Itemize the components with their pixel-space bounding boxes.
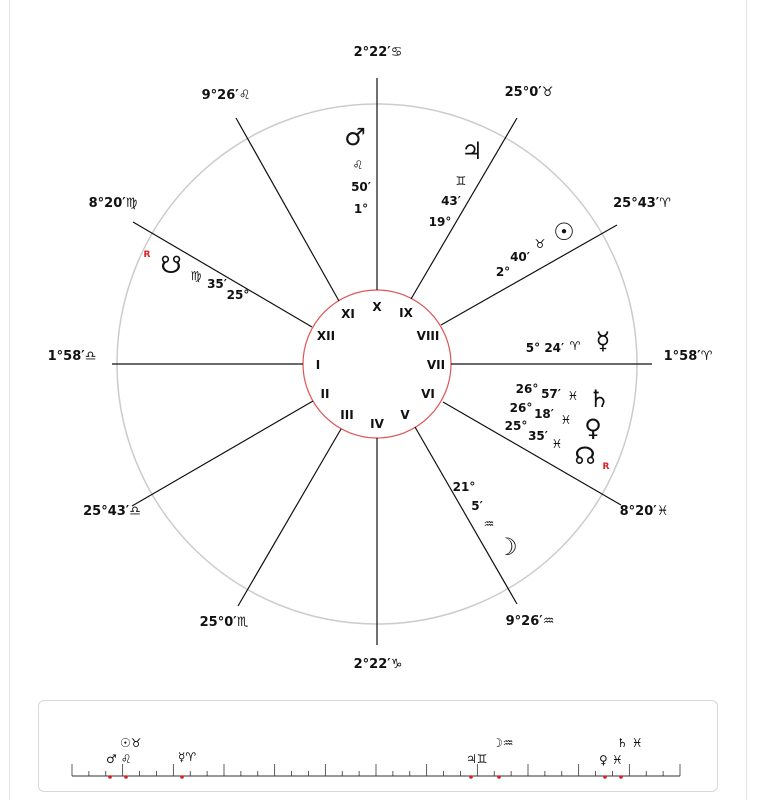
cusp-label-mc: 2°22′♋ [353, 45, 403, 60]
sun-min: 40′ [510, 250, 530, 264]
mars-deg: 1° [353, 202, 369, 216]
moon-deg: 21° [452, 480, 476, 494]
house-3: III [340, 408, 354, 422]
planet-mercury [526, 327, 611, 355]
strip-marker-mercury [180, 775, 184, 779]
strip-label-sat-pisces: ♄ ♓ [617, 736, 643, 750]
mars-min: 50′ [351, 180, 371, 194]
house-6: VI [421, 387, 435, 401]
venus-min: 18′ [534, 407, 554, 421]
jupiter-min: 43′ [441, 194, 461, 208]
house-1: I [315, 358, 321, 372]
strip-marker-venus [603, 775, 607, 779]
house-5: V [400, 408, 410, 422]
planet-south-node [144, 250, 250, 302]
mercury-sign: ♈ [569, 339, 581, 353]
mercury-pos: 5° 24′ [525, 341, 565, 355]
jupiter-sign: ♊ [455, 174, 467, 188]
mars-icon: ♂ [344, 123, 366, 151]
cusp-line-8 [441, 225, 617, 325]
cusp-line-11 [236, 118, 339, 301]
strip-marker-jupiter [469, 775, 473, 779]
cusp-line-5 [415, 427, 517, 604]
mars-sign: ♌ [352, 158, 364, 172]
north-node-icon: ☊ [574, 442, 596, 470]
cusp-label-6: 8°20′♓ [619, 504, 669, 519]
house-11: XI [341, 307, 355, 321]
strip-ticks [72, 764, 680, 776]
house-10: X [372, 300, 382, 314]
southnode-retrograde: R [143, 250, 151, 260]
southnode-sign: ♍ [190, 269, 202, 283]
house-8: VIII [416, 329, 440, 343]
cusp-label-11: 9°26′♌ [201, 88, 251, 103]
node-sign: ♓ [551, 437, 563, 451]
strip-label-venus-pisces: ♀ ♓ [599, 753, 623, 767]
saturn-deg: 26° [515, 382, 539, 396]
strip-marker-saturn [619, 775, 623, 779]
moon-min: 5′ [471, 499, 483, 513]
south-node-icon: ☋ [160, 251, 182, 279]
saturn-min: 57′ [541, 387, 561, 401]
strip-label-mars-leo: ♂ ♌ [106, 752, 132, 766]
venus-deg: 26° [509, 401, 533, 415]
house-9: IX [399, 306, 413, 320]
cusp-label-2: 25°43′♎ [83, 504, 141, 519]
moon-icon: ☽ [496, 533, 518, 561]
strip-marker-sun [124, 775, 128, 779]
sun-icon: ☉ [553, 218, 575, 246]
saturn-icon: ♄ [588, 385, 610, 413]
node-min: 35′ [528, 429, 548, 443]
cusp-label-dsc: 1°58′♈ [663, 349, 713, 364]
saturn-sign: ♓ [567, 389, 579, 403]
cusp-label-8: 25°43′♈ [613, 196, 671, 211]
southnode-deg: 25° [226, 288, 250, 302]
sun-sign: ♉ [534, 237, 546, 251]
moon-sign: ♒ [483, 517, 495, 531]
strip-marker-moon [497, 775, 501, 779]
house-4: IV [370, 417, 384, 431]
venus-sign: ♓ [560, 413, 572, 427]
house-2: II [320, 387, 330, 401]
house-7: VII [426, 358, 446, 372]
strip-label-moon-aqua: ☽♒ [492, 736, 514, 750]
southnode-min: 35′ [207, 277, 227, 291]
sun-deg: 2° [495, 265, 511, 279]
cusp-line-3 [238, 429, 341, 606]
mercury-icon: ☿ [595, 327, 611, 355]
jupiter-deg: 19° [428, 215, 452, 229]
node-retrograde: R [602, 462, 610, 472]
cusp-label-5: 9°26′♒ [505, 614, 555, 629]
cusp-line-2 [132, 401, 313, 506]
strip-label-sun-taurus: ☉♉ [120, 736, 142, 750]
zodiac-strip [38, 700, 716, 790]
strip-label-jup-gemini: ♃♊ [466, 752, 488, 766]
jupiter-icon: ♃ [461, 137, 483, 165]
cusp-label-9: 25°0′♉ [504, 85, 554, 100]
cusp-label-12: 8°20′♍ [88, 196, 138, 211]
house-12: XII [316, 329, 336, 343]
cusp-label-ic: 2°22′♑ [353, 657, 403, 672]
planet-sun [496, 218, 575, 279]
venus-icon: ♀ [584, 414, 602, 442]
planet-jupiter [429, 137, 483, 229]
node-deg: 25° [504, 419, 528, 433]
planet-mars [344, 123, 371, 216]
cusp-label-asc: 1°58′♎ [47, 349, 97, 364]
strip-label-merc-aries: ☿♈ [178, 750, 197, 764]
strip-marker-mars [108, 775, 112, 779]
cusp-label-3: 25°0′♏ [199, 615, 249, 630]
